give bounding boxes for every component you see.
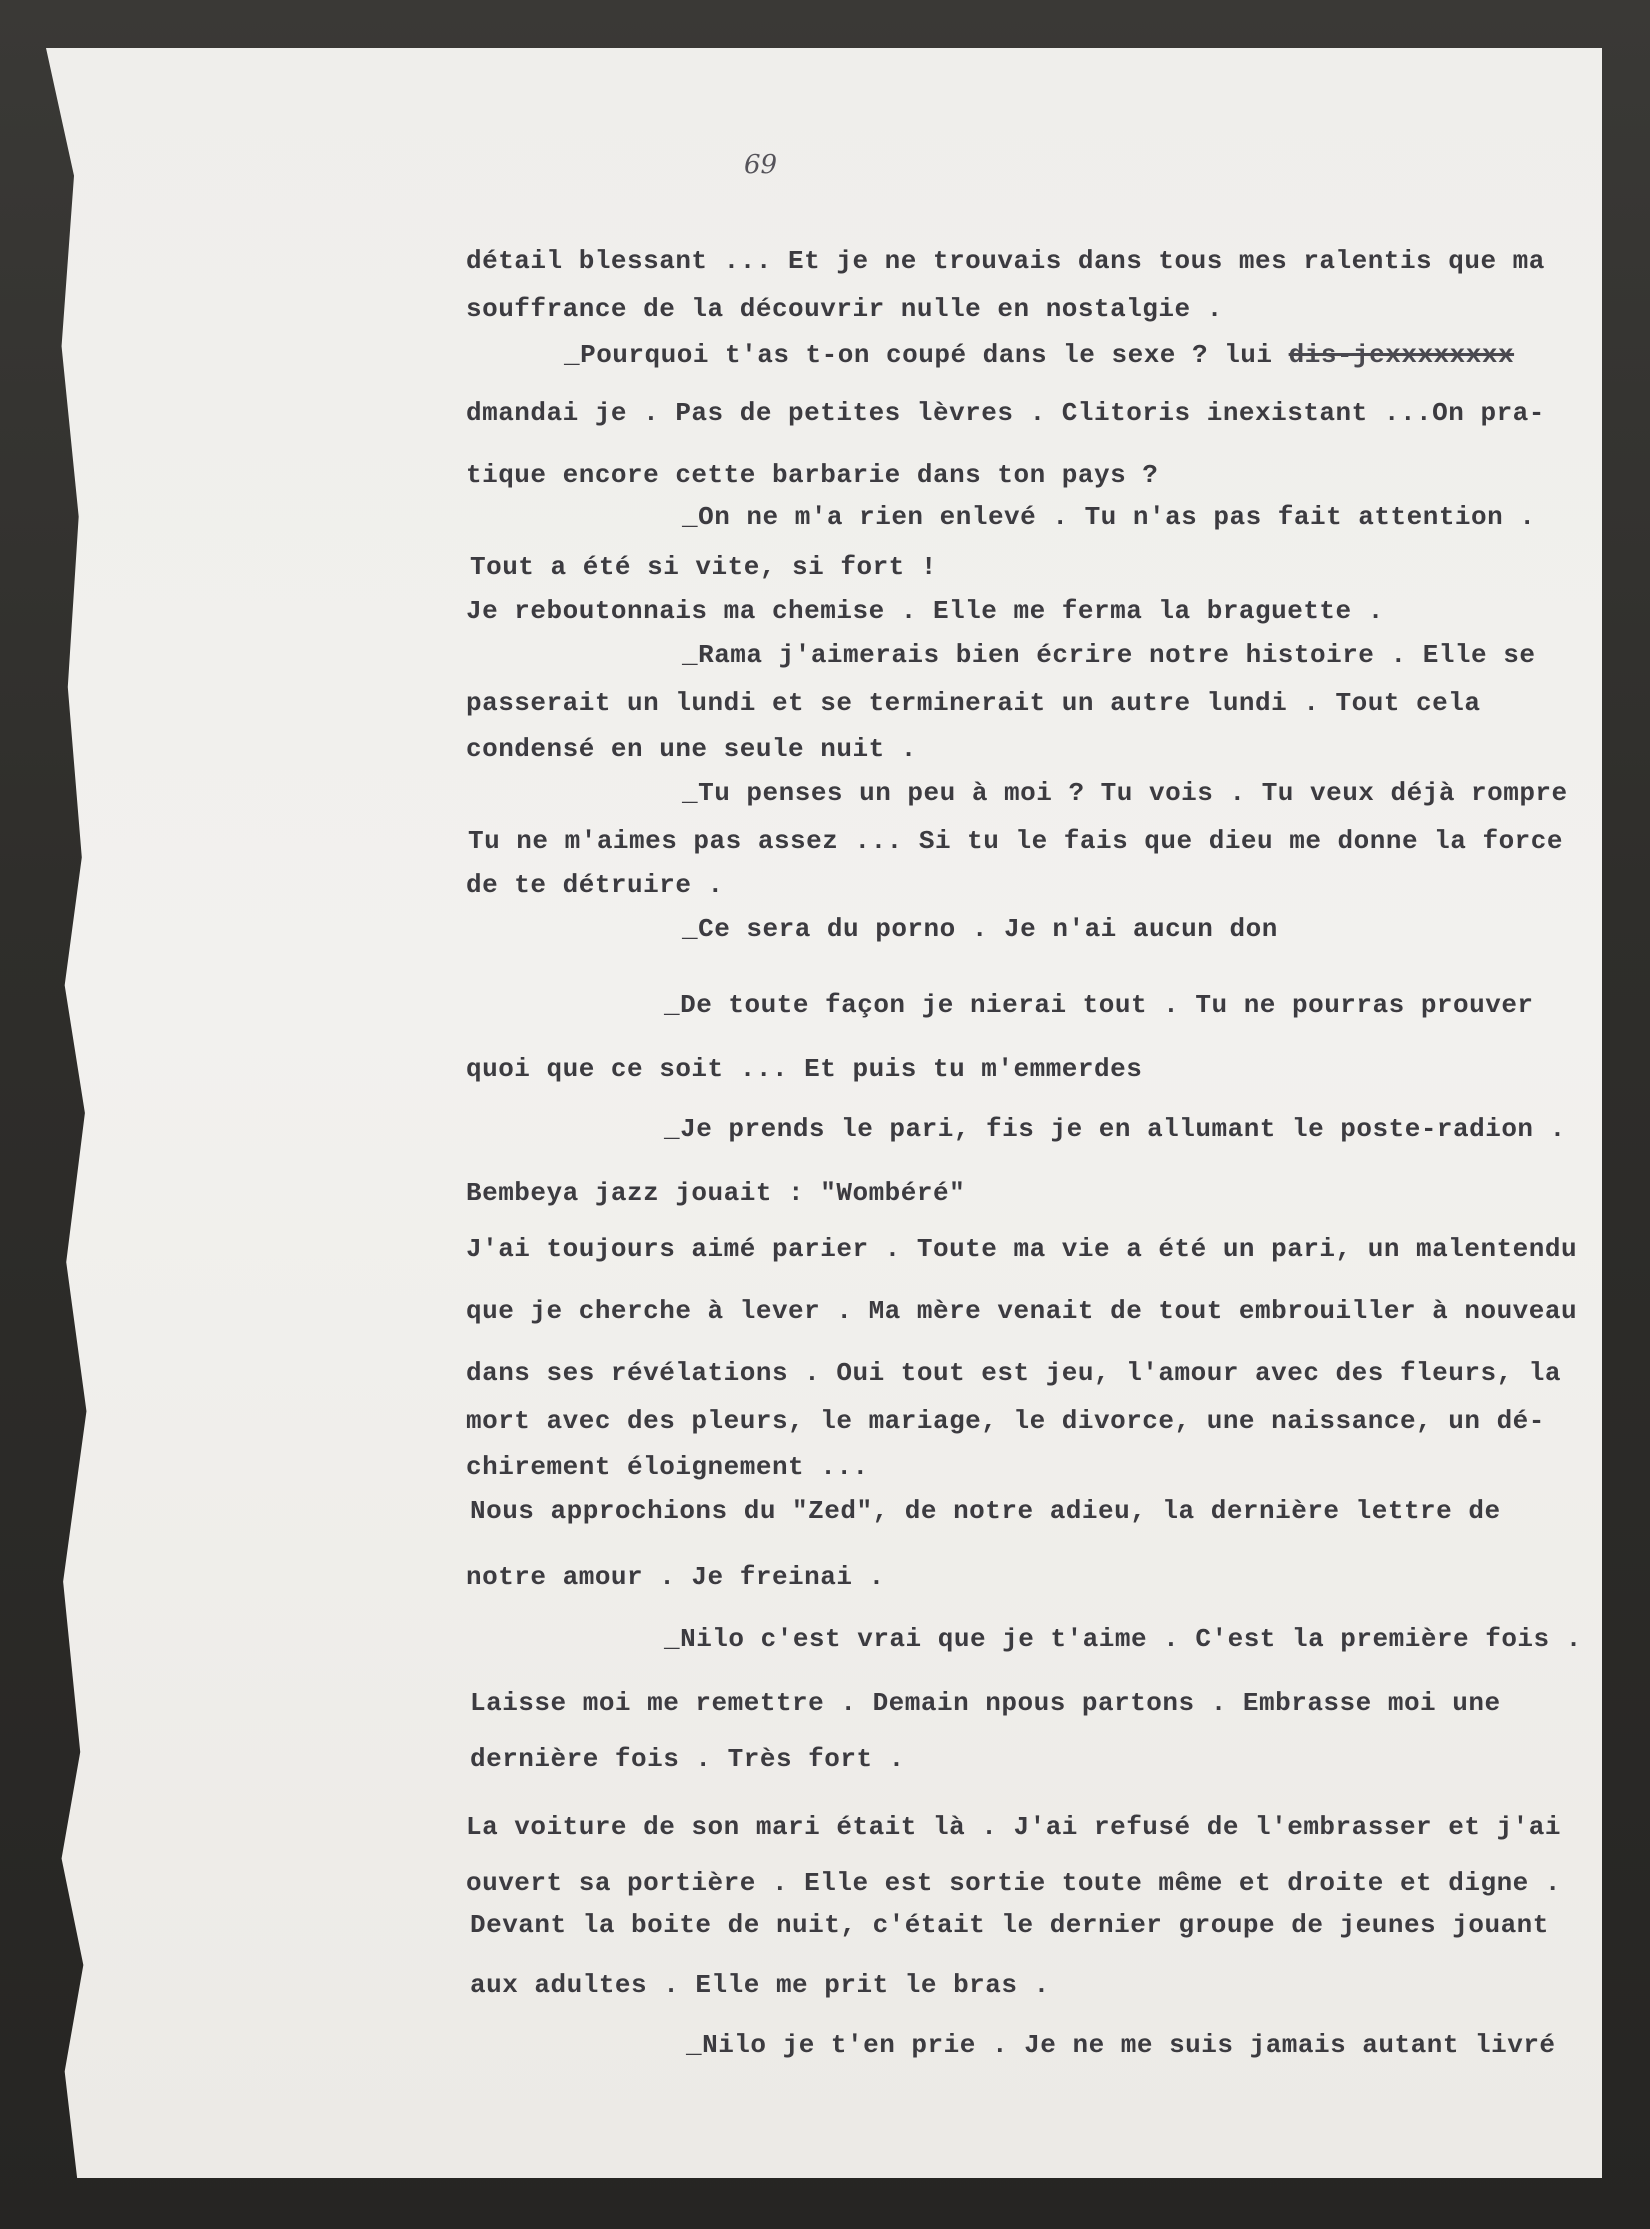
text-line [682, 640, 1535, 670]
text-line-content: dans ses révélations . Oui tout est jeu, l'amour avec des fleurs, la [466, 1358, 1561, 1388]
text-line-content: de te détruire . [466, 870, 724, 900]
text-line-content: ouvert sa portière . Elle est sortie toute même et droite et digne . [466, 1868, 1561, 1898]
text-line-content: passerait un lundi et se terminerait un autre lundi . Tout cela [466, 688, 1481, 718]
text-line-content: Je reboutonnais ma chemise . Elle me ferma la braguette . [466, 596, 1384, 626]
text-line [466, 688, 1480, 718]
text-line [470, 1970, 1050, 2000]
text-line-content: _De toute façon je nierai tout . Tu ne pourras prouver [664, 990, 1534, 1020]
text-line-content: souffrance de la découvrir nulle en nostalgie . [466, 294, 1223, 324]
text-line [470, 1496, 1501, 1526]
text-line-content: Devant la boite de nuit, c'était le dernier groupe de jeunes jouant [470, 1910, 1549, 1940]
text-line [466, 294, 1223, 324]
text-line-content: tique encore cette barbarie dans ton pays ? [466, 460, 1159, 490]
text-line-content: dernière fois . Très fort . [470, 1744, 905, 1774]
text-line [466, 1178, 965, 1208]
text-line [664, 1114, 1566, 1144]
text-line-content: notre amour . Je freinai . [466, 1562, 885, 1592]
text-line [466, 1358, 1561, 1388]
text-line [664, 1624, 1582, 1654]
text-line-content: Bembeya jazz jouait : "Wombéré" [466, 1178, 966, 1208]
text-line [466, 870, 724, 900]
text-line [682, 502, 1535, 532]
text-line-content: _Tu penses un peu à moi ? Tu vois . Tu veux déjà rompre [682, 778, 1568, 808]
text-line-content: _Nilo c'est vrai que je t'aime . C'est la première fois . [664, 1624, 1582, 1654]
text-line [466, 1562, 885, 1592]
text-line [466, 734, 917, 764]
text-line [468, 826, 1563, 856]
text-line-content: _Nilo je t'en prie . Je ne me suis jamais autant livré [686, 2030, 1556, 2060]
text-line [466, 1868, 1561, 1898]
text-line [466, 596, 1384, 626]
text-line [466, 398, 1545, 428]
text-line-content: que je cherche à lever . Ma mère venait de tout embrouiller à nouveau [466, 1296, 1578, 1326]
text-line [470, 1688, 1501, 1718]
text-line-content: _Ce sera du porno . Je n'ai aucun don [682, 914, 1278, 944]
text-line-content: dmandai je . Pas de petites lèvres . Clitoris inexistant ...On pra- [466, 398, 1545, 428]
page-number: 69 [744, 150, 778, 180]
text-line-content: aux adultes . Elle me prit le bras . [470, 1970, 1050, 2000]
text-line [466, 246, 1545, 276]
text-line [466, 1406, 1545, 1436]
text-line [466, 1812, 1561, 1842]
text-line [664, 990, 1534, 1020]
text-line [470, 552, 937, 582]
text-line-content: J'ai toujours aimé parier . Toute ma vie a été un pari, un malentendu [466, 1234, 1578, 1264]
struck-out-text: dis-jexxxxxxxx [1288, 340, 1515, 370]
text-line [682, 914, 1278, 944]
text-line-content: _Pourquoi t'as t-on coupé dans le sexe ? lui [564, 340, 1289, 370]
text-line [470, 1910, 1549, 1940]
text-line-content: _Rama j'aimerais bien écrire notre histoire . Elle se [682, 640, 1536, 670]
text-line-content: mort avec des pleurs, le mariage, le divorce, une naissance, un dé- [466, 1406, 1545, 1436]
text-line-content: La voiture de son mari était là . J'ai refusé de l'embrasser et j'ai [466, 1812, 1561, 1842]
text-line-content: quoi que ce soit ... Et puis tu m'emmerdes [466, 1054, 1143, 1084]
text-line [466, 1054, 1142, 1084]
text-line-content: détail blessant ... Et je ne trouvais dans tous mes ralentis que ma [466, 246, 1545, 276]
text-line-content: Nous approchions du "Zed", de notre adieu, la dernière lettre de [470, 1496, 1501, 1526]
text-line [564, 340, 1514, 370]
text-line-content: _On ne m'a rien enlevé . Tu n'as pas fait attention . [682, 502, 1536, 532]
text-line [470, 1744, 905, 1774]
text-line-content: Tout a été si vite, si fort ! [470, 552, 937, 582]
text-line [466, 1452, 869, 1482]
text-line [466, 1234, 1577, 1264]
text-line-content: _Je prends le pari, fis je en allumant le poste-radion . [664, 1114, 1566, 1144]
text-line-content: Laisse moi me remettre . Demain npous partons . Embrasse moi une [470, 1688, 1501, 1718]
text-line [466, 460, 1158, 490]
text-line-content: chirement éloignement ... [466, 1452, 869, 1482]
text-line [686, 2030, 1556, 2060]
text-line-content: condensé en une seule nuit . [466, 734, 917, 764]
text-line-content: Tu ne m'aimes pas assez ... Si tu le fais que dieu me donne la force [468, 826, 1563, 856]
text-line [682, 778, 1568, 808]
text-line [466, 1296, 1577, 1326]
